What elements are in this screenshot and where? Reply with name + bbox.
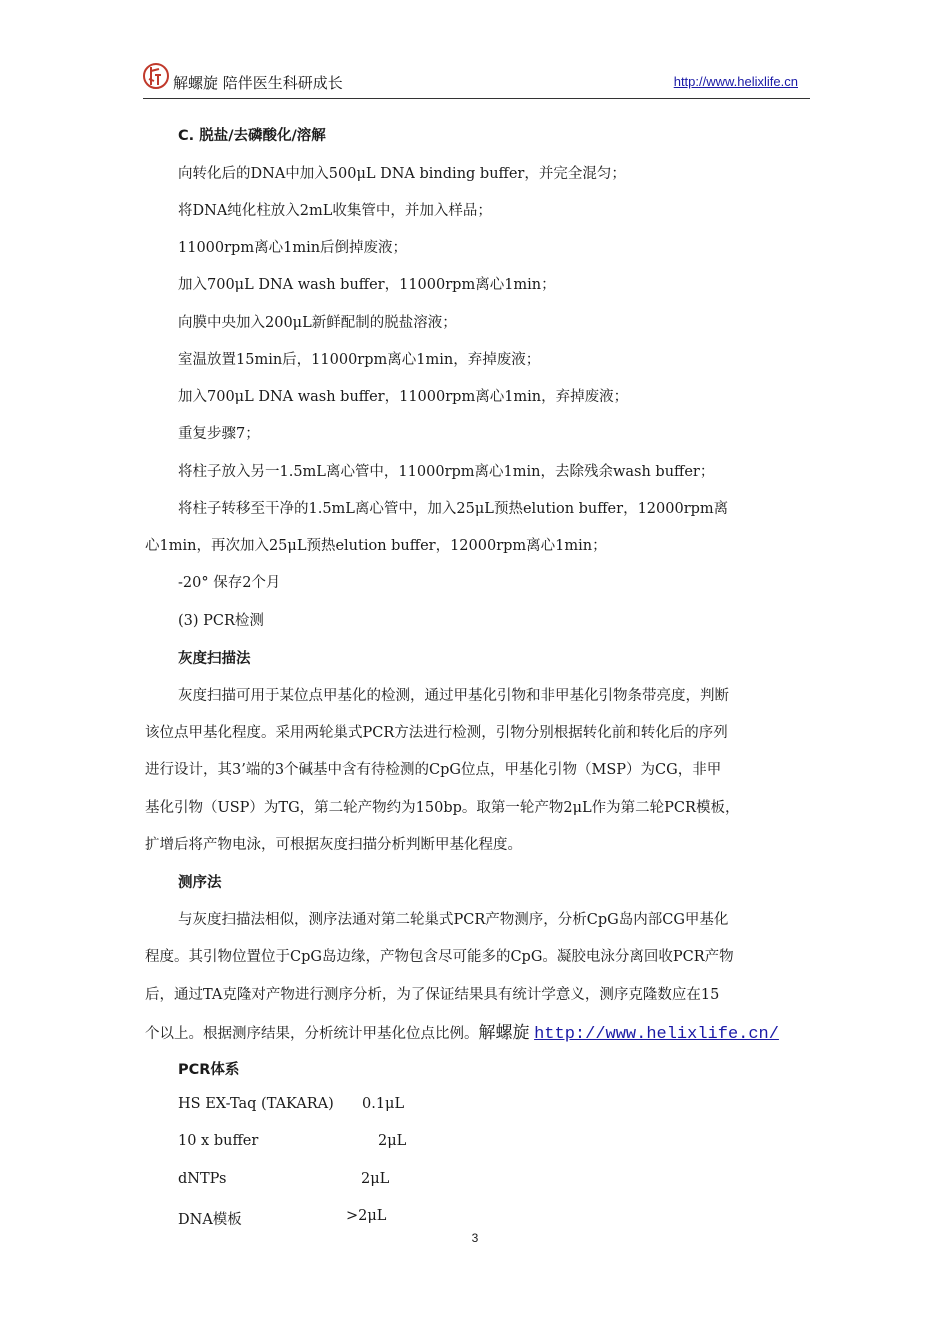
seq-website-link[interactable]: http://www.helixlife.cn/ — [534, 1025, 779, 1044]
seq-brand-tag: 解螺旋 — [478, 1023, 530, 1043]
step-8: 重复步骤7； — [178, 426, 260, 442]
brand-slogan: 解螺旋 陪伴医生科研成长 — [173, 74, 343, 92]
pcr-system-title: PCR体系 — [178, 1062, 240, 1078]
step-7: 加入700μL DNA wash buffer，11000rpm离心1min，弃掉废液； — [178, 389, 629, 405]
step-10-line-2: 心1min，再次加入25μL预热elution buffer，12000rpm离心1min； — [145, 538, 607, 554]
page-header — [143, 58, 810, 99]
seq-para-line-4 — [145, 1018, 807, 1044]
sequencing-title: 测序法 — [178, 875, 222, 891]
gray-para-line-5: 扩增后将产物电泳，可根据灰度扫描分析判断甲基化程度。 — [145, 837, 522, 853]
storage-note: -20° 保存2个月 — [178, 575, 281, 591]
system-row-1-amount: 0.1μL — [362, 1096, 405, 1112]
step-3: 11000rpm离心1min后倒掉废液； — [178, 240, 408, 256]
system-row-4-amount: >2μL — [346, 1208, 387, 1224]
system-row-1-name: HS EX-Taq (TAKARA) — [178, 1096, 334, 1112]
seq-para-line-2: 程度。其引物位置位于CpG岛边缘，产物包含尽可能多的CpG。凝胶电泳分离回收PCR产物 — [145, 949, 734, 965]
gray-scan-title: 灰度扫描法 — [178, 651, 251, 667]
helix-logo-icon — [143, 61, 169, 91]
gray-para-line-2: 该位点甲基化程度。采用两轮巢式PCR方法进行检测，引物分别根据转化前和转化后的序列 — [145, 725, 728, 741]
step-5: 向膜中央加入200μL新鲜配制的脱盐溶液； — [178, 315, 457, 331]
system-row-3-amount: 2μL — [361, 1171, 390, 1187]
system-row-3-name: dNTPs — [178, 1171, 227, 1187]
step-1: 向转化后的DNA中加入500μL DNA binding buffer，并完全混匀； — [178, 166, 626, 182]
step-9: 将柱子放入另一1.5mL离心管中，11000rpm离心1min，去除残余wash buffer； — [178, 464, 715, 480]
step-6: 室温放置15min后，11000rpm离心1min，弃掉废液； — [178, 352, 541, 368]
step-4: 加入700μL DNA wash buffer，11000rpm离心1min； — [178, 277, 556, 293]
section-c-title: C. 脱盐/去磷酸化/溶解 — [178, 128, 326, 144]
seq-para-last-text: 个以上。根据测序结果，分析统计甲基化位点比例。 — [145, 1026, 479, 1042]
step-2: 将DNA纯化柱放入2mL收集管中，并加入样品； — [178, 203, 492, 219]
pcr-section-title: (3) PCR检测 — [178, 613, 264, 629]
page-number: 3 — [471, 1231, 479, 1245]
header-website-link[interactable]: http://www.helixlife.cn — [673, 74, 798, 89]
step-10-line-1: 将柱子转移至干净的1.5mL离心管中，加入25μL预热elution buffer，12000rpm离 — [178, 501, 729, 517]
gray-para-line-4: 基化引物（USP）为TG，第二轮产物约为150bp。取第一轮产物2μL作为第二轮PCR模板， — [145, 800, 740, 816]
seq-para-line-1: 与灰度扫描法相似，测序法通对第二轮巢式PCR产物测序，分析CpG岛内部CG甲基化 — [178, 912, 729, 928]
system-row-2-amount: 2μL — [378, 1133, 407, 1149]
seq-para-line-3: 后，通过TA克隆对产物进行测序分析，为了保证结果具有统计学意义，测序克隆数应在15 — [145, 987, 720, 1003]
system-row-4-name: DNA模板 — [178, 1212, 242, 1228]
gray-para-line-1: 灰度扫描可用于某位点甲基化的检测，通过甲基化引物和非甲基化引物条带亮度，判断 — [178, 688, 729, 704]
system-row-2-name: 10 x buffer — [178, 1133, 259, 1149]
gray-para-line-3: 进行设计，其3’端的3个碱基中含有待检测的CpG位点，甲基化引物（MSP）为CG，非甲 — [145, 762, 722, 778]
